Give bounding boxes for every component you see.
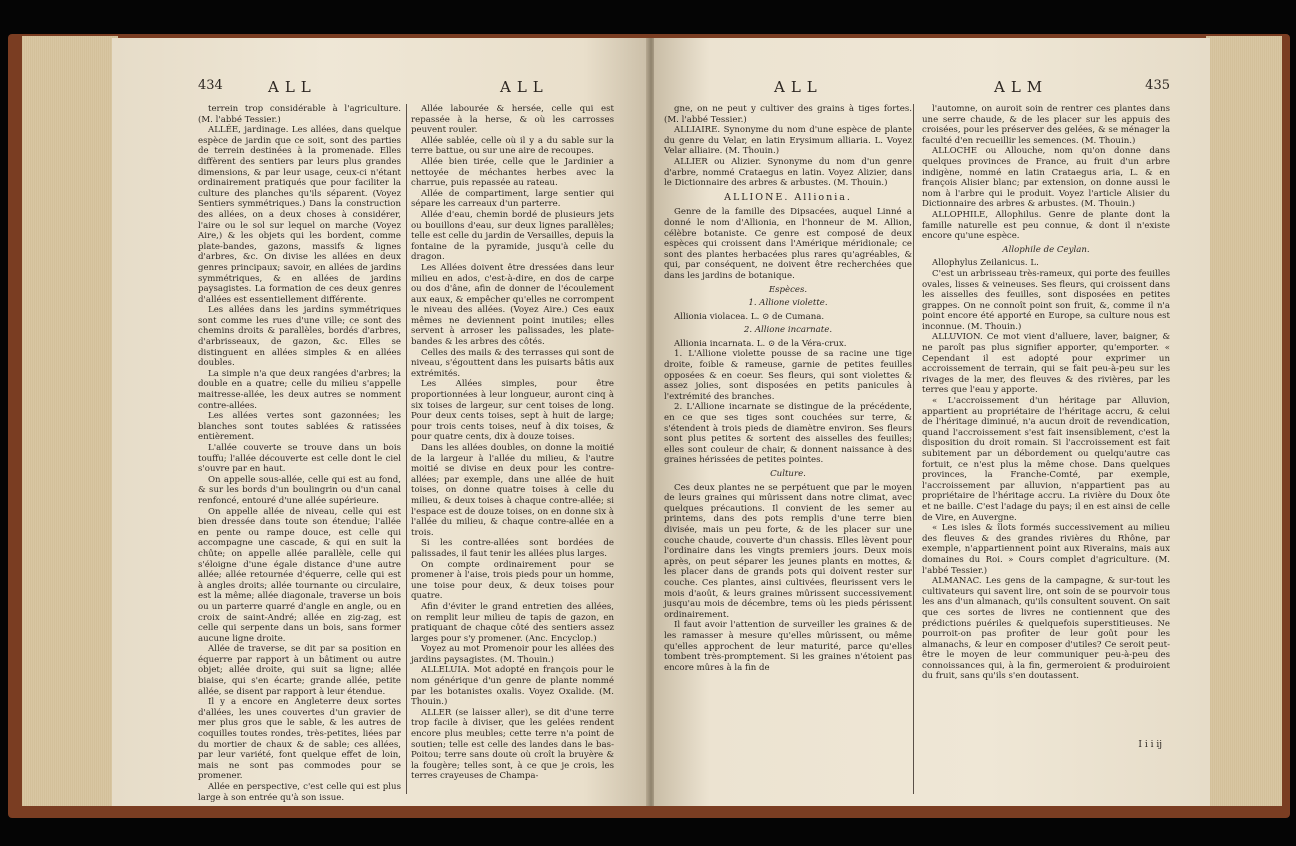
paragraph: ALLIER ou Alizier. Synonyme du nom d'un genre d'arbre, nommé Crataegus en latin. Voyez Alizier, dans le Dictionnaire des arbres & arbustes. (M. Thouin.): [664, 156, 912, 189]
paragraph: Les Allées doivent être dressées dans leur milieu en ados, c'est-à-dire, en dos de carpe ou dos d'âne, afin de donner de l'écoulement aux eaux, & empêcher qu'elles ne corrompent le niveau des allées. (Voyez Aire.) Ces eaux mêmes ne deviennent point inutiles; elles servent à arroser les palissades, les plate-bandes & les arbres des côtés.: [411, 262, 614, 348]
paragraph: 2. L'Allione incarnate se distingue de la précédente, en ce que ses tiges sont couchées sur terre, & s'étendent à trois pieds de diamètre environ. Ses fleurs sont plus petites & sortent des aisselles des feuilles; elles sont couleur de chair, & donnent naissance à des graines hérissées de petites pointes.: [664, 402, 912, 466]
paragraph: Ces deux plantes ne se perpétuent que par le moyen de leurs graines qui mûrissent dans notre climat, avec quelques précautions. Il convient de les semer au printems, dans des pots remplis d'une terre bien divisée, mais un peu forte, & de les placer sur une couche chaude, couverte d'un chassis. Elles lèvent pour l'ordinaire dans les vingts premiers jours. Deux mois après, on peut séparer les jeunes plants en mottes, & les placer dans de grands pots qui doivent rester sur couche. Ces plantes, ainsi cultivées, fleurissent vers le mois d'août, & leurs graines mûrissent successivement jusqu'au mois de décembre, tems où les pieds périssent ordinairement.: [664, 482, 912, 620]
paragraph: Genre de la famille des Dipsacées, auquel Linné a donné le nom d'Allionia, en l'honneur de M. Allion, célèbre botaniste. Ce genre est composé de deux espèces qui croissent dans l'Amérique méridionale; ce sont des plantes herbacées plus rares qu'agréables, & qui, par conséquent, ne doivent être recherchées que dans les jardins de botanique.: [664, 207, 912, 281]
paragraph: Allée de traverse, se dit par sa position en équerre par rapport à un bâtiment ou autre objet; allée droite, qui suit sa ligne; allée biaise, qui s'en écarte; grande allée, petite allée, se disent par rapport à leur étendue.: [198, 644, 401, 697]
paragraph: Il y a encore en Angleterre deux sortes d'allées, les unes couvertes d'un gravier de mer plus gros que le sable, & les autres de coquilles toutes rondes, très-petites, liées par du mortier de chaux & de sable; ces allées, par leur variété, font quelque effet de loin, mais ne sont pas commodes pour se promener.: [198, 697, 401, 782]
paragraph: ALLOPHILE, Allophilus. Genre de plante dont la famille naturelle est peu connue, & dont il n'existe encore qu'une espèce.: [922, 209, 1170, 242]
right-page-header: [664, 78, 1170, 104]
right-page: [654, 38, 1210, 806]
paragraph: Allée d'eau, chemin bordé de plusieurs jets ou bouillons d'eau, sur deux lignes parallèles; telle est celle du jardin de Versailles, depuis la fontaine de la pyramide, jusqu'à celle du dragon.: [411, 209, 614, 263]
paragraph: Allée en perspective, c'est celle qui est plus large à son entrée qu'à son issue.: [198, 782, 401, 803]
text-column: [198, 104, 401, 803]
running-head: ALL: [268, 78, 317, 96]
paragraph: Culture.: [770, 469, 806, 479]
paragraph: ALLÉE, jardinage. Les allées, dans quelque espèce de jardin que ce soit, sont des parties de terrein destinées à la promenade. Elles diffèrent des sentiers par leurs plus grandes dimensions, & par leur usage, ceux-ci n'étant ordinairement pratiqués que pour faciliter la culture des planches qu'ils séparent. (Voyez Sentiers symmétriques.) Dans la construction des allées, on a deux choses à considérer, l'aire ou le sol sur lequel on marche (Voyez Aire,) & les objets qui les bordent, comme plate-bandes, gazons, massifs & lignes d'arbres, &c. On divise les allées en deux genres principaux; savoir, en allées de jardins symmétriques, & en allées de jardins paysagistes. La formation de ces deux genres d'allées est essentiellement différente.: [198, 125, 401, 305]
text-column: [664, 104, 912, 794]
paragraph: La simple n'a que deux rangées d'arbres; la double en a quatre; celle du milieu s'appelle maitresse-allée, les deux autres se nomment contre-allées.: [198, 368, 401, 411]
paragraph: ALLELUIA. Mot adopté en françois pour le nom générique d'un genre de plante nommé par les botanistes oxalis. Voyez Oxalide. (M. Thouin.): [411, 665, 614, 708]
paragraph: Voyez au mot Promenoir pour les allées des jardins paysagistes. (M. Thouin.): [411, 644, 614, 665]
paragraph: C'est un arbrisseau très-rameux, qui porte des feuilles ovales, lisses & veineuses. Ses fleurs, qui croissent dans les aisselles des feuilles, sont disposées en petites grappes. On ne connoît point son fruit, &, comme il n'a point encore été apporté en Europe, sa culture nous est inconnue. (M. Thouin.): [922, 268, 1170, 332]
paragraph: ALLIAIRE. Synonyme du nom d'une espèce de plante du genre du Velar, en latin Erysimum alliaria. L. Voyez Velar alliaire. (M. Thouin.): [664, 125, 912, 157]
running-head: ALL: [774, 78, 823, 96]
paragraph: Dans les allées doubles, on donne la moitié de la largeur à l'allée du milieu, & l'autre moitié se divise en deux pour les contre-allées; par exemple, dans une allée de huit toises, on donne quatre toises à celle du milieu, & deux toises à chaque contre-allée; si l'espace est de douze toises, on en donne six à l'allée du milieu, & chaque contre-allée en a trois.: [411, 443, 614, 538]
paragraph: On appelle allée de niveau, celle qui est bien dressée dans toute son étendue; l'allée en pente ou rampe douce, est celle qui accompagne une cascade, & qui en suit la chûte; on appelle allée parallèle, celle qui s'éloigne d'une égale distance d'une autre allée; allée retournée d'équerre, celle qui est à angles droits; allée tournante ou circulaire, est la même; allée diagonale, traverse un bois ou un parterre quarré d'angle en angle, ou en croix de saint-André; allée en zig-zag, est celle qui serpente dans un bois, sans former aucune ligne droite.: [198, 506, 401, 644]
paragraph: On appelle sous-allée, celle qui est au fond, & sur les bords d'un boulingrin ou d'un canal renfoncé, entouré d'une allée supérieure.: [198, 474, 401, 506]
page-edges-left: [22, 36, 118, 806]
paragraph: ALLOCHE ou Allouche, nom qu'on donne dans quelques provinces de France, au fruit d'un arbre indigène, nommé en latin Crataegus aria, L. & en françois Alisier blanc; par extension, on donne aussi le nom à l'arbre qui le produit. Voyez l'article Alisier du Dictionnaire des arbres & arbustes. (M. Thouin.): [922, 146, 1170, 210]
paragraph: Les Allées simples, pour être proportionnées à leur longueur, auront cinq à six toises de largeur, sur cent toises de long. Pour deux cents toises, sept à huit de large; pour trois cents toises, neuf à dix toises, & pour quatre cents, dix à douze toises.: [411, 379, 614, 443]
page-edges-right: [1206, 36, 1282, 806]
paragraph: ALLUVION. Ce mot vient d'alluere, laver, baigner, & ne paroît pas plus signifier apporter, qu'emporter. « Cependant il est adopté pour exprimer un accroissement de terrain, qui se fait peu-à-peu sur les rivages de la mer, des fleuves & des rivières, par les terres que l'eau y apporte.: [922, 332, 1170, 396]
running-head: ALM: [994, 78, 1049, 96]
paragraph: Allophylus Zeilanicus. L.: [932, 258, 1039, 269]
paragraph: Allée bien tirée, celle que le Jardinier a nettoyée de méchantes herbes avec la charrue, puis repassée au rateau.: [411, 156, 614, 189]
paragraph: Allée de compartiment, large sentier qui sépare les carreaux d'un parterre.: [411, 188, 614, 210]
paragraph: Les allées dans les jardins symmétriques sont comme les rues d'une ville; ce sont des chemins droits & parallèles, bordés d'arbres, d'arbrisseaux, de gazon, &c. Elles se distinguent en allées simples & en allées doubles.: [198, 305, 401, 369]
paragraph: l'automne, on auroit soin de rentrer ces plantes dans une serre chaude, & de les placer sur les appuis des croisées, pour les préserver des gelées, & se ménager la faculté d'en recueillir les semences. (M. Thouin.): [922, 104, 1170, 146]
paragraph: ALLER (se laisser aller), se dit d'une terre trop facile à diviser, que les gelées rendent encore plus meubles; cette terre n'a point de soutien; telle est celle des landes dans le bas-Poitou; terre sans doute où croît la bruyère & la fougère; telles sont, à ce que je crois, les terres crayeuses de Champa-: [411, 707, 614, 782]
paragraph: Celles des mails & des terrasses qui sont de niveau, s'égouttent dans les puisarts bâtis aux extrémités.: [411, 347, 614, 379]
paragraph: Allionia violacea. L. ⊙ de Cumana.: [674, 311, 825, 322]
running-head: ALL: [500, 78, 549, 96]
right-page-columns: [664, 104, 1170, 794]
paragraph: Il faut avoir l'attention de surveiller les graines & de les ramasser à mesure qu'elles mûrissent, ou même qu'elles approchent de leur maturité, parce qu'elles tombent très-promptement. Si les graines n'étoient pas encore mûres à la fin de: [664, 620, 912, 673]
paragraph: On compte ordinairement pour se promener à l'aise, trois pieds pour un homme, une toise pour deux, & deux toises pour quatre.: [411, 559, 614, 602]
paragraph: Allée labourée & hersée, celle qui est repassée à la herse, & où les carrosses peuvent rouler.: [411, 104, 614, 136]
paragraph: 1. L'Allione violette pousse de sa racine une tige droite, foible & rameuse, garnie de petites feuilles opposées & en coeur. Ses fleurs, qui sont violettes & assez jolies, sont disposées en petits panicules à l'extrémité des branches.: [664, 349, 912, 402]
paragraph: 2. Allione incarnate.: [743, 325, 833, 336]
paragraph: 1. Allione violette.: [748, 298, 828, 309]
paragraph: ALMANAC. Les gens de la campagne, & sur-tout les cultivateurs qui savent lire, ont soin de se pourvoir tous les ans d'un almanach, qu'ils consultent souvent. On sait que ces sortes de livres ne contiennent que des prédictions puériles & quelquefois superstitieuses. Ne pourroit-on pas profiter de leur goût pour les almanachs, & leur en composer d'utiles? Ce seroit peut-être le moyen de leur communiquer peu-à-peu des connoissances qui, à la fin, germeroient & produiroient du fruit, sans qu'ils s'en doutassent.: [922, 576, 1170, 682]
text-column: [922, 104, 1170, 794]
text-column: [411, 104, 614, 794]
paragraph: Allée sablée, celle où il y a du sable sur la terre battue, ou sur une aire de recoupes.: [411, 135, 614, 157]
paragraph: gne, on ne peut y cultiver des grains à tiges fortes. (M. l'abbé Tessier.): [664, 104, 912, 125]
paragraph: terrein trop considérable à l'agriculture. (M. l'abbé Tessier.): [198, 104, 401, 125]
left-page-header: [198, 78, 614, 104]
paragraph: ALLIONE. Allionia.: [724, 191, 852, 203]
page-number: 434: [198, 78, 223, 93]
paragraph: L'allée couverte se trouve dans un bois touffu; l'allée découverte est celle dont le ciel s'ouvre par en haut.: [198, 443, 401, 475]
paragraph: Les allées vertes sont gazonnées; les blanches sont toutes sablées & ratissées entièrement.: [198, 411, 401, 443]
paragraph: Espèces.: [768, 284, 808, 295]
signature-mark: I i i ij: [1138, 740, 1162, 750]
page-number: 435: [1145, 78, 1170, 93]
paragraph: Afin d'éviter le grand entretien des allées, on remplit leur milieu de tapis de gazon, en pratiquant de chaque côté des sentiers assez larges pour s'y promener. (Anc. Encyclop.): [411, 601, 614, 644]
paragraph: Si les contre-allées sont bordées de palissades, il faut tenir les allées plus larges.: [411, 538, 614, 559]
left-page: [112, 38, 648, 806]
paragraph: Allophile de Ceylan.: [1002, 244, 1090, 255]
column-rule: [913, 104, 914, 794]
left-page-columns: [198, 104, 614, 803]
paragraph: Allionia incarnata. L. ⊙ de la Véra-crux.: [674, 338, 847, 349]
column-rule: [406, 104, 407, 794]
paragraph: « Les isles & îlots formés successivement au milieu des fleuves & des grandes rivières du Rhône, par exemple, n'appartiennent point aux Riverains, mais aux domaines du Roi. » Cours complet d'agriculture. (M. l'abbé Tessier.): [922, 523, 1170, 576]
paragraph: « L'accroissement d'un héritage par Alluvion, appartient au propriétaire de l'héritage accru, & celui de l'héritage diminué, n'a aucun droit de revendication, quand l'accroissement s'est fait insensiblement, c'est la disposition du droit romain. Si l'accroissement est fait subitement par un débordement ou quelqu'autre cas fortuit, ce n'est plus la même chose. Dans quelques provinces, la Franche-Comté, par exemple, l'accroissement par alluvion, n'appartient pas au propriétaire de l'héritage accru. La rivière du Doux ôte et ne baille. C'est l'adage du pays; il en est ainsi de celle de Vire, en Auvergne.: [922, 396, 1170, 523]
